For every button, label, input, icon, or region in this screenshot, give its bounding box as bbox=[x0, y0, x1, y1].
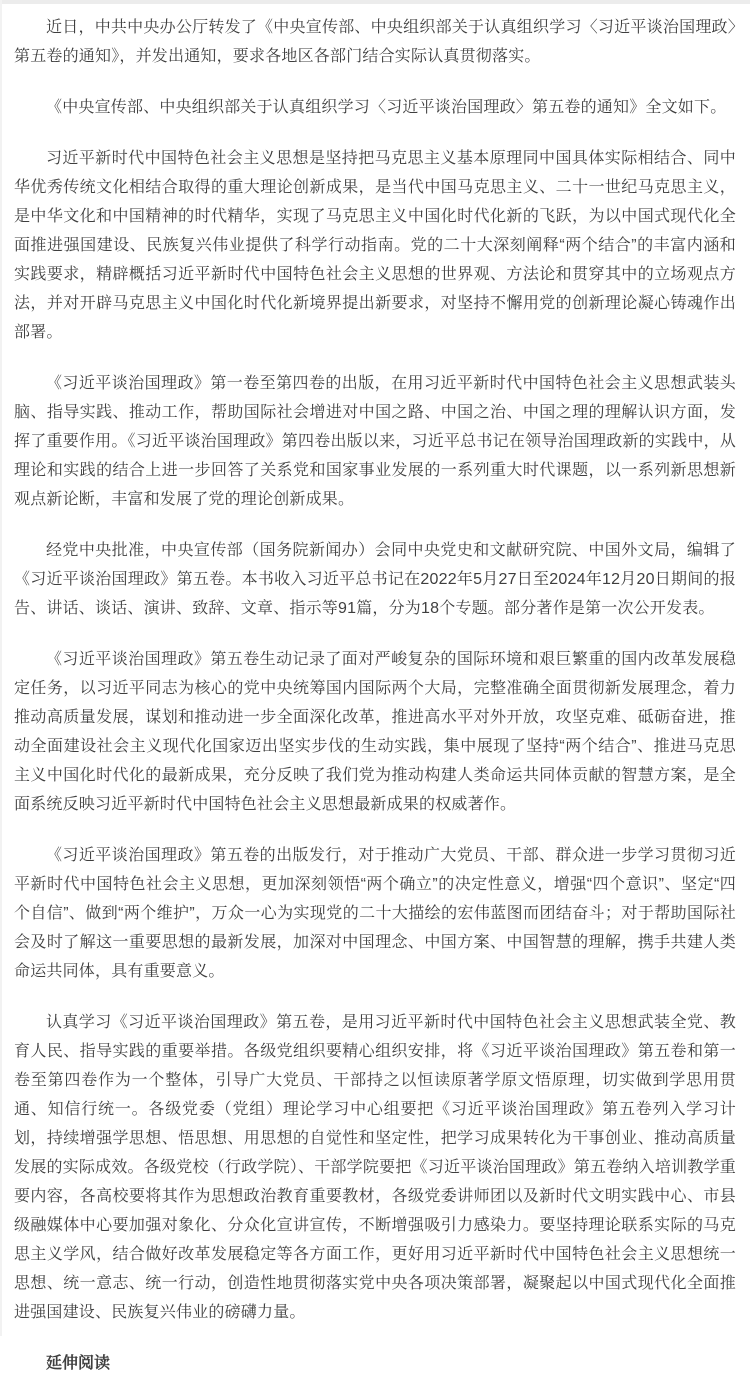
article-paragraph: 经党中央批准，中央宣传部（国务院新闻办）会同中央党史和文献研究院、中国外文局，编辑了《习近平谈治国理政》第五卷。本书收入习近平总书记在2022年5月27日至2024年12月20日期间的报告、讲话、谈话、演讲、致辞、文章、指示等91篇，分为18个专题。部分著作是第一次公开发表。 bbox=[14, 542, 736, 617]
article-paragraph: 习近平新时代中国特色社会主义思想是坚持把马克思主义基本原理同中国具体实际相结合、同中华优秀传统文化相结合取得的重大理论创新成果，是当代中国马克思主义、二十一世纪马克思主义，是中华文化和中国精神的时代精华，实现了马克思主义中国化时代化新的飞跃，为以中国式现代化全面推进强国建设、民族复兴伟业提供了科学行动指南。党的二十大深刻阐释“两个结合”的丰富内涵和实践要求，精辟概括习近平新时代中国特色社会主义思想的世界观、方法论和贯穿其中的立场观点方法，并对开辟马克思主义中国化时代化新境界提出新要求，对坚持不懈用党的创新理论凝心铸魂作出部署。 bbox=[14, 150, 736, 341]
article-paragraph: 认真学习《习近平谈治国理政》第五卷，是用习近平新时代中国特色社会主义思想武装全党、教育人民、指导实践的重要举措。各级党组织要精心组织安排，将《习近平谈治国理政》第五卷和第一卷至第四卷作为一个整体，引导广大党员、干部持之以恒读原著学原文悟原理，切实做到学思用贯通、知信行统一。各级党委（党组）理论学习中心组要把《习近平谈治国理政》第五卷列入学习计划，持续增强学思想、悟思想、用思想的自觉性和坚定性，把学习成果转化为干事创业、推动高质量发展的实际成效。各级党校（行政学院）、干部学院要把《习近平谈治国理政》第五卷纳入培训教学重要内容，各高校要将其作为思想政治教育重要教材，各级党委讲师团以及新时代文明实践中心、市县级融媒体中心要加强对象化、分众化宣讲宣传，不断增强吸引力感染力。要坚持理论联系实际的马克思主义学风，结合做好改革发展稳定等各方面工作，更好用习近平新时代中国特色社会主义思想统一思想、统一意志、统一行动，创造性地贯彻落实党中央各项决策部署，凝聚起以中国式现代化全面推进强国建设、民族复兴伟业的磅礴力量。 bbox=[14, 1014, 736, 1321]
article-paragraph: 《习近平谈治国理政》第一卷至第四卷的出版，在用习近平新时代中国特色社会主义思想武装头脑、指导实践、推动工作，帮助国际社会增进对中国之路、中国之治、中国之理的理解认识方面，发挥了重要作用。《习近平谈治国理政》第四卷出版以来，习近平总书记在领导治国理政新的实践中，从理论和实践的结合上进一步回答了关系党和国家事业发展的一系列重大时代课题，以一系列新思想新观点新论断，丰富和发展了党的理论创新成果。 bbox=[14, 375, 736, 508]
article-paragraph: 《中央宣传部、中央组织部关于认真组织学习〈习近平谈治国理政〉第五卷的通知》全文如下。 bbox=[46, 99, 727, 116]
article-paragraph: 近日，中共中央办公厅转发了《中央宣传部、中央组织部关于认真组织学习〈习近平谈治国理政〉第五卷的通知》，并发出通知，要求各地区各部门结合实际认真贯彻落实。 bbox=[14, 19, 736, 65]
page-left-border bbox=[0, 0, 2, 1336]
article-body bbox=[0, 4, 750, 1378]
article-paragraph: 《习近平谈治国理政》第五卷生动记录了面对严峻复杂的国际环境和艰巨繁重的国内改革发展稳定任务，以习近平同志为核心的党中央统筹国内国际两个大局，完整准确全面贯彻新发展理念，着力推动高质量发展，谋划和推动进一步全面深化改革，推进高水平对外开放，攻坚克难、砥砺奋进，推动全面建设社会主义现代化国家迈出坚实步伐的生动实践，集中展现了坚持“两个结合”、推进马克思主义中国化时代化的最新成果，充分反映了我们党为推动构建人类命运共同体贡献的智慧方案，是全面系统反映习近平新时代中国特色社会主义思想最新成果的权威著作。 bbox=[14, 651, 736, 813]
article-paragraph: 《习近平谈治国理政》第五卷的出版发行，对于推动广大党员、干部、群众进一步学习贯彻习近平新时代中国特色社会主义思想，更加深刻领悟“两个确立”的决定性意义，增强“四个意识”、坚定“四个自信”、做到“两个维护”，万众一心为实现党的二十大描绘的宏伟蓝图而团结奋斗；对于帮助国际社会及时了解这一重要思想的最新发展，加深对中国理念、中国方案、中国智慧的理解，携手共建人类命运共同体，具有重要意义。 bbox=[14, 847, 736, 980]
clipped-next-section-heading: 延伸阅读 bbox=[46, 1355, 111, 1372]
